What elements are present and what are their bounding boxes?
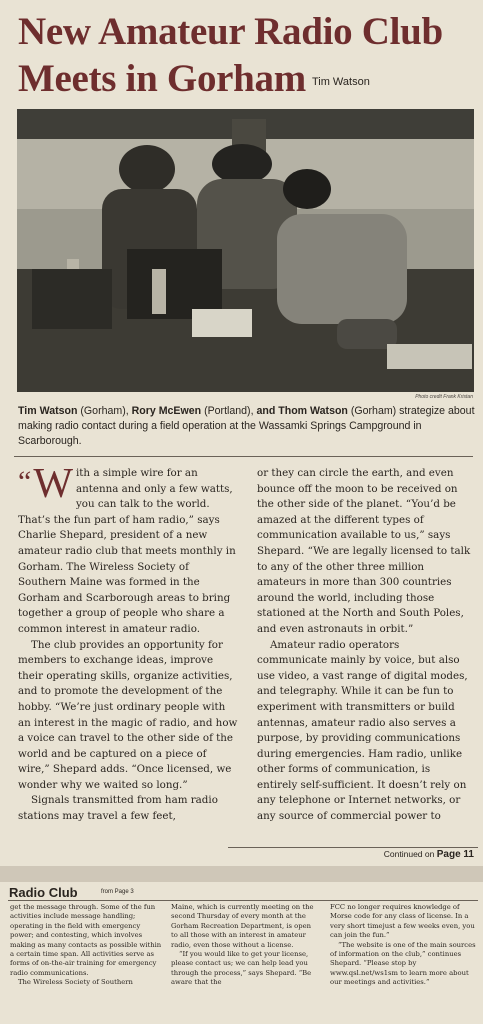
headline-line-2: [18, 55, 478, 106]
article-column-2: [257, 466, 471, 846]
caption-place-1: (Gorham),: [80, 405, 129, 417]
section-separator-band: [0, 866, 483, 882]
headline-line-1: New Amateur Radio Club: [18, 10, 443, 53]
continuation-title: Radio Club: [9, 885, 78, 900]
drop-cap: W: [33, 466, 73, 507]
photo-caption: [18, 404, 476, 449]
continuation-paragraph-6: “The website is one of the main sources of information on the club,” continues Shepard. “Please stop by www.qsl.net/ws1sm to learn more about our meetings and activities.”: [330, 940, 476, 987]
photo: [17, 109, 474, 392]
photo-credit: Photo credit Frank Kristan: [415, 394, 473, 400]
caption-divider: [14, 456, 473, 457]
headline-line-2-text: Meets in Gorham: [18, 57, 306, 100]
continuation-from-page: from Page 3: [101, 889, 134, 895]
photo-illustration: [17, 109, 474, 392]
caption-name-2: Rory McEwen: [131, 405, 202, 417]
open-quote-mark: “: [18, 466, 32, 498]
caption-rest: (Gorham) strategize about making radio contact during a field operation at the Wassamki Springs Campground in Scarborough.: [18, 405, 475, 447]
article-paragraph-3: Signals transmitted from ham radio stations may travel a few feet,: [18, 794, 218, 823]
article-paragraph-2: The club provides an opportunity for members to exchange ideas, improve their operating skills, organize activities, and to promote the development of the hobby. “We’re just ordinary people with an interest in the magic of radio, and how a voice can travel to the other side of the world and be captured on a piece of wire,” Shepard adds. “Once licensed, we wonder why we waited so long.”: [18, 638, 238, 791]
article-column-1: [18, 466, 240, 846]
continuation-paragraph-3: Maine, which is currently meeting on the second Thursday of every month at the Gorham Recreation Department, is open to all those with an interest in amateur radio, even those without a license.: [171, 903, 314, 949]
article-paragraph-4: or they can circle the earth, and even bounce off the moon to be received on the other side of the planet. “You’d be amazed at the different types of communication available to us,” says Shepard. “We are legally licensed to talk to any of the other three million amateurs in more than 300 countries around the world, including those stationed at the North and South Poles, and even astronauts in orbit.”: [257, 467, 471, 635]
continued-on-notice: [384, 849, 474, 860]
continued-page: Page 11: [436, 849, 474, 860]
article-paragraph-1: [18, 466, 240, 638]
continuation-paragraph-5: FCC no longer requires knowledge of Morse code for any class of license. In a very short timejust a few weeks even, you can join the fun.”: [330, 903, 475, 940]
continued-rule: [228, 847, 478, 848]
continuation-paragraph-4: “If you would like to get your license, please contact us; we can help lead you through the process,” says Shepard. “Be aware that the: [171, 950, 312, 987]
continuation-paragraph-2: The Wireless Society of Southern: [18, 978, 133, 987]
byline: Tim Watson: [311, 75, 370, 88]
continuation-paragraph-1: get the message through. Some of the fun activities include message handling; operating in the field with emergency power; and contesting, which involves making as many contacts as possible within a certain time span. All activities serve as forms of on-the-air training for emergency radio communications.: [10, 903, 162, 977]
continued-label: Continued on: [383, 849, 435, 859]
article-paragraph-5: Amateur radio operators communicate mainly by voice, but also use video, a vast range of digital modes, and telegraphy. While it can be fun to experiment with transmitters or build antennas, amateur radio also serves a purpose, by providing communications during emergencies. Ham radio, unlike other forms of communication, is entirely self-sufficient. It doesn’t rely on any telephone or Internet networks, or any source of commercial power to: [257, 638, 468, 823]
caption-name-1: Tim Watson: [18, 405, 78, 417]
caption-name-3: and Thom Watson: [256, 405, 348, 417]
continuation-column-2: [171, 903, 319, 1024]
headline: [18, 8, 478, 106]
caption-place-2: (Portland),: [204, 405, 254, 417]
continuation-column-3: [330, 903, 476, 1024]
continuation-rule: [8, 900, 478, 901]
continuation-column-1: [10, 903, 162, 1024]
article-paragraph-1-text: ith a simple wire for an antenna and only a few watts, you can talk to the world. That’s the fun part of ham radio,” says Charlie Shepard, president of a new amateur radio club that meets monthly in Gorham. The Wireless Society of Southern Maine was formed in the Gorham and Scarborough areas to bring together a group of people who share a common interest in amateur radio.: [18, 467, 236, 635]
